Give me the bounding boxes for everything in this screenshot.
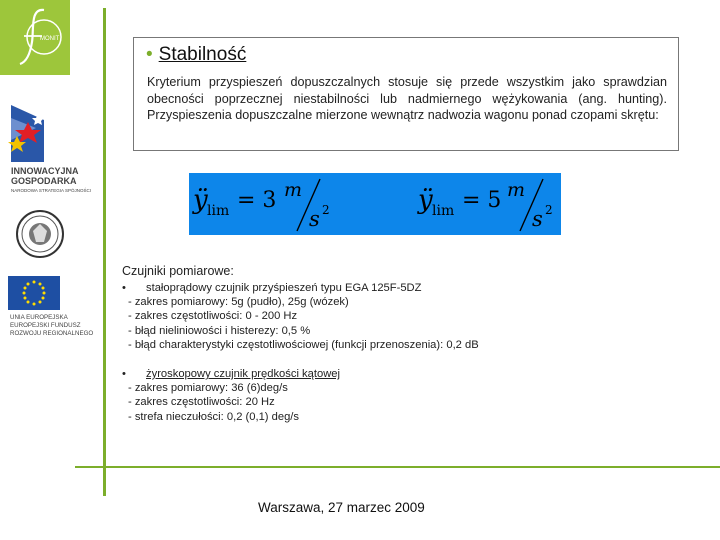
formula-left-sub: lim bbox=[207, 203, 230, 219]
sensor1-name: stałoprądowy czujnik przyśpieszeń typu EGA 125F-5DZ bbox=[146, 282, 422, 294]
formula-right-symbol: ÿ bbox=[418, 185, 433, 215]
eu-flag-icon bbox=[8, 276, 60, 310]
monit-logo-icon bbox=[0, 0, 70, 75]
sensor2-detail: - zakres częstotliwości: 20 Hz bbox=[128, 396, 275, 409]
eu-line2: EUROPEJSKI FUNDUSZ bbox=[10, 322, 81, 329]
sensor2-list bbox=[122, 367, 340, 424]
sensor1-detail: - błąd nieliniowości i histerezy: 0,5 % bbox=[128, 324, 311, 337]
eu-line3: ROZWOJU REGIONALNEGO bbox=[10, 330, 94, 337]
intro-paragraph: Kryterium przyspieszeń dopuszczalnych stosuje się przede wszystkim jako sprawdzian obecności poprzecznej niestabilności lub nadmiernego wężykowania (ang. hunting). Przyspieszenia dopuszczalne mierzone wewnątrz nadwozia wagonu ponad czopami skrętu: bbox=[147, 75, 667, 122]
university-seal bbox=[15, 209, 65, 259]
formula-left-den: s bbox=[309, 207, 320, 231]
formula-right-num: m bbox=[507, 179, 526, 201]
seal-icon bbox=[15, 209, 65, 259]
eu-logo bbox=[8, 276, 100, 342]
vertical-divider bbox=[103, 8, 106, 496]
eu-line1: UNIA EUROPEJSKA bbox=[10, 314, 68, 321]
footer-date: Warszawa, 27 marzec 2009 bbox=[258, 500, 425, 515]
innowacyjna-line1: INNOWACYJNA bbox=[11, 166, 79, 176]
formula-left-eq: = 3 bbox=[237, 188, 277, 213]
slide-title bbox=[146, 44, 246, 66]
sensor1-detail: - błąd charakterystyki częstotliwościowej (funkcji przenoszenia): 0,2 dB bbox=[128, 338, 479, 351]
monit-logo-text: MONIT bbox=[40, 36, 60, 42]
formula-right-den: s bbox=[532, 207, 543, 231]
sidebar bbox=[0, 0, 102, 540]
sensor2-item bbox=[122, 367, 340, 381]
sensor1-detail: - zakres częstotliwości: 0 - 200 Hz bbox=[128, 310, 298, 323]
sensor1-list bbox=[122, 281, 479, 352]
innowacyjna-sub: NARODOWA STRATEGIA SPÓJNOŚCI bbox=[11, 188, 92, 193]
innowacyjna-gospodarka-logo bbox=[6, 100, 98, 200]
sensor2-name: żyroskopowy czujnik prędkości kątowej bbox=[146, 368, 340, 380]
title-bullet: • bbox=[146, 44, 153, 65]
sensor1-detail: - zakres pomiarowy: 5g (pudło), 25g (wózek) bbox=[128, 296, 349, 309]
sensor2-detail: - zakres pomiarowy: 36 (6)deg/s bbox=[128, 382, 288, 395]
monit-logo bbox=[0, 0, 70, 75]
formula-right-sub: lim bbox=[432, 203, 455, 219]
sensors-heading: Czujniki pomiarowe: bbox=[122, 264, 234, 278]
formula-left-symbol: ÿ bbox=[193, 185, 208, 215]
formula-right-exp: 2 bbox=[545, 203, 553, 217]
sensor2-bullet: • bbox=[122, 368, 126, 380]
slide-title-text: Stabilność bbox=[158, 44, 247, 65]
sensor1-bullet: • bbox=[122, 282, 126, 294]
sensor2-detail: - strefa nieczułości: 0,2 (0,1) deg/s bbox=[128, 410, 299, 423]
innowacyjna-line2: GOSPODARKA bbox=[11, 176, 77, 186]
formula-left-exp: 2 bbox=[322, 203, 330, 217]
formula-left-num: m bbox=[284, 179, 303, 201]
flag-stars-icon bbox=[6, 100, 66, 162]
horizontal-divider bbox=[75, 466, 720, 468]
formula-box bbox=[189, 173, 561, 235]
sensor1-item bbox=[122, 281, 479, 295]
formula-right-eq: = 5 bbox=[462, 188, 502, 213]
